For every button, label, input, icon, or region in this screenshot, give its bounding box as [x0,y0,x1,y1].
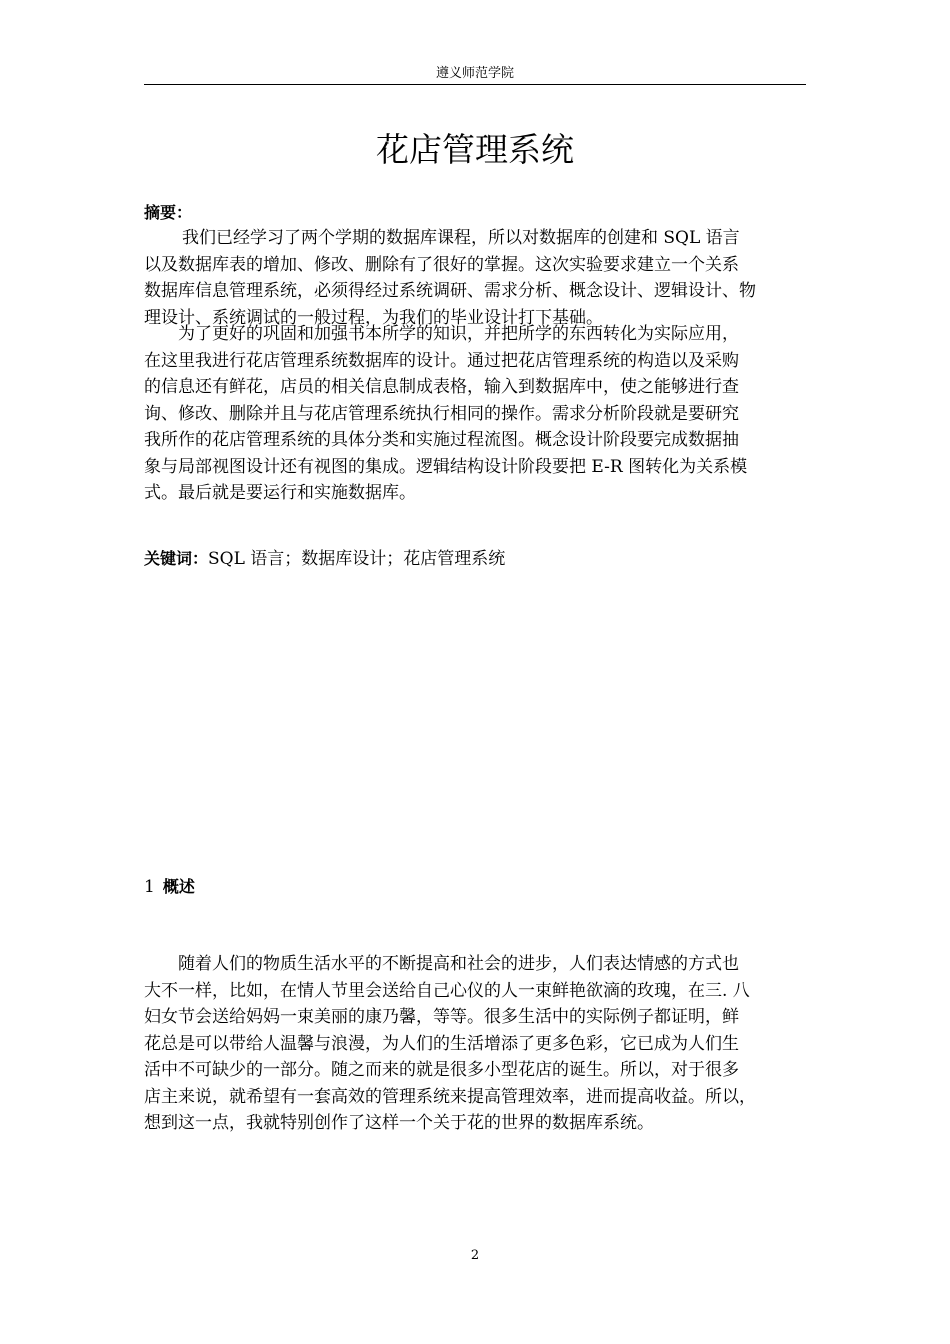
section-number: 1 [144,877,155,897]
text-line: 为了更好的巩固和加强书本所学的知识，并把所学的东西转化为实际应用， [178,324,739,344]
text-line: 式。最后就是要运行和实施数据库。 [144,483,416,503]
text-line: 妇女节会送给妈妈一束美丽的康乃馨，等等。很多生活中的实际例子都证明，鲜 [144,1007,739,1027]
page-number: 2 [470,1248,480,1263]
section-heading [144,874,195,900]
text-line: 店主来说，就希望有一套高效的管理系统来提高管理效率，进而提高收益。所以， [144,1086,756,1107]
document-title: 花店管理系统 [376,130,574,169]
header-divider [144,84,806,85]
text-line: 想到这一点，我就特别创作了这样一个关于花的世界的数据库系统。 [144,1113,654,1133]
section-title: 概述 [162,877,195,896]
page-header: 遵义师范学院 [435,66,514,81]
keywords-label: 关键词： [144,549,209,568]
text-line: 我们已经学习了两个学期的数据库课程，所以对数据库的创建和 SQL 语言 [182,228,740,248]
abstract-paragraph-1 [144,225,806,331]
text-line: 在这里我进行花店管理系统数据库的设计。通过把花店管理系统的构造以及采购 [144,350,739,371]
text-line: 我所作的花店管理系统的具体分类和实施过程流图。概念设计阶段要完成数据抽 [144,430,739,450]
keywords-text: SQL 语言；数据库设计；花店管理系统 [208,549,506,569]
section-1-paragraph [144,951,806,1137]
keywords-line [144,546,505,572]
text-line: 询、修改、删除并且与花店管理系统执行相同的操作。需求分析阶段就是要研究 [144,403,739,424]
text-line: 大不一样，比如，在情人节里会送给自己心仪的人一束鲜艳欲滴的玫瑰，在三. 八 [144,980,750,1001]
abstract-paragraph-2 [144,321,806,507]
text-line: 象与局部视图设计还有视图的集成。逻辑结构设计阶段要把 E-R 图转化为关系模 [144,456,748,477]
text-line: 理设计、系统调试的一般过程，为我们的毕业设计打下基础。 [144,307,603,328]
text-line: 数据库信息管理系统，必须得经过系统调研、需求分析、概念设计、逻辑设计、物 [144,281,756,301]
text-line: 的信息还有鲜花，店员的相关信息制成表格，输入到数据库中，使之能够进行查 [144,377,739,397]
text-line: 随着人们的物质生活水平的不断提高和社会的进步，人们表达情感的方式也 [178,954,739,974]
text-line: 花总是可以带给人温馨与浪漫，为人们的生活增添了更多色彩，它已成为人们生 [144,1033,739,1054]
text-line: 以及数据库表的增加、修改、删除有了很好的掌握。这次实验要求建立一个关系 [144,254,739,275]
abstract-label: 摘要： [144,203,193,222]
text-line: 活中不可缺少的一部分。随之而来的就是很多小型花店的诞生。所以，对于很多 [144,1060,739,1080]
